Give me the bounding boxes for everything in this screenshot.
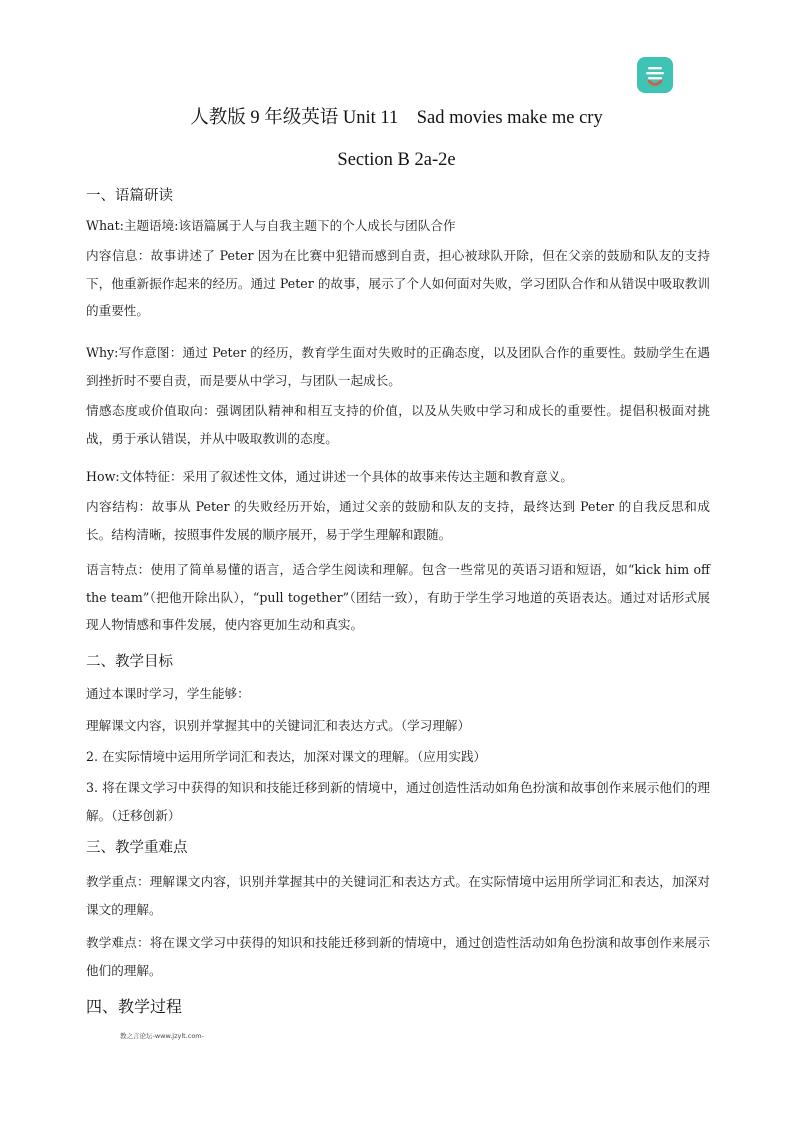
paragraph-how: How:文体特征：采用了叙述性文体，通过讲述一个具体的故事来传达主题和教育意义。 bbox=[86, 469, 573, 484]
paragraph-key-point: 教学重点：理解课文内容，识别并掌握其中的关键词汇和表达方式。在实际情境中运用所学词汇和表达，加深对课文的理解。 bbox=[86, 874, 710, 917]
paragraph-goal-3: 3. 将在课文学习中获得的知识和技能迁移到新的情境中，通过创造性活动如角色扮演和故事创作来展示他们的理解。（迁移创新） bbox=[86, 780, 710, 823]
document-title: 人教版 9 年级英语 Unit 11 Sad movies make me cry bbox=[190, 108, 603, 128]
section-heading-1: 一、语篇研读 bbox=[86, 188, 173, 204]
paragraph-language: 语言特点：使用了简单易懂的语言，适合学生阅读和理解。包含一些常见的英语习语和短语，如“kick him off the team”（把他开除出队），“pull together”（团结一致），有助于学生学习地道的英语表达。通过对话形式展现人物情感和事件发展，使内容更加生动和真实。 bbox=[86, 562, 710, 633]
paragraph-content-info: 内容信息：故事讲述了 Peter 因为在比赛中犯错而感到自责，担心被球队开除，但在父亲的鼓励和队友的支持下，他重新振作起来的经历。通过 Peter 的故事，展示了个人如何面对失败，学习团队合作和从错误中吸取教训的重要性。 bbox=[86, 248, 710, 319]
paragraph-why: Why:写作意图：通过 Peter 的经历，教育学生面对失败时的正确态度，以及团队合作的重要性。鼓励学生在遇到挫折时不要自责，而是要从中学习，与团队一起成长。 bbox=[86, 345, 710, 388]
paragraph-what: What:主题语境:该语篇属于人与自我主题下的个人成长与团队合作 bbox=[86, 218, 456, 233]
paragraph-difficult-point: 教学难点：将在课文学习中获得的知识和技能迁移到新的情境中，通过创造性活动如角色扮演和故事创作来展示他们的理解。 bbox=[86, 935, 710, 978]
speech-document-icon bbox=[637, 57, 673, 93]
page-footer: 教之言论坛-www.jzylt.com- bbox=[120, 1032, 204, 1040]
section-heading-2: 二、教学目标 bbox=[86, 654, 173, 670]
section-heading-3: 三、教学重难点 bbox=[86, 840, 188, 856]
paragraph-goal-intro: 通过本课时学习，学生能够： bbox=[86, 686, 250, 701]
paragraph-structure: 内容结构：故事从 Peter 的失败经历开始，通过父亲的鼓励和队友的支持，最终达到 Peter 的自我反思和成长。结构清晰，按照事件发展的顺序展开，易于学生理解和跟随。 bbox=[86, 499, 710, 542]
document-subtitle: Section B 2a-2e bbox=[337, 150, 456, 170]
paragraph-goal-2: 2. 在实际情境中运用所学词汇和表达，加深对课文的理解。（应用实践） bbox=[86, 749, 487, 764]
paragraph-goal-1: 理解课文内容，识别并掌握其中的关键词汇和表达方式。（学习理解） bbox=[86, 718, 471, 733]
paragraph-attitude: 情感态度或价值取向：强调团队精神和相互支持的价值，以及从失败中学习和成长的重要性。提倡积极面对挑战，勇于承认错误，并从中吸取教训的态度。 bbox=[86, 403, 710, 446]
section-heading-4: 四、教学过程 bbox=[86, 997, 183, 1016]
